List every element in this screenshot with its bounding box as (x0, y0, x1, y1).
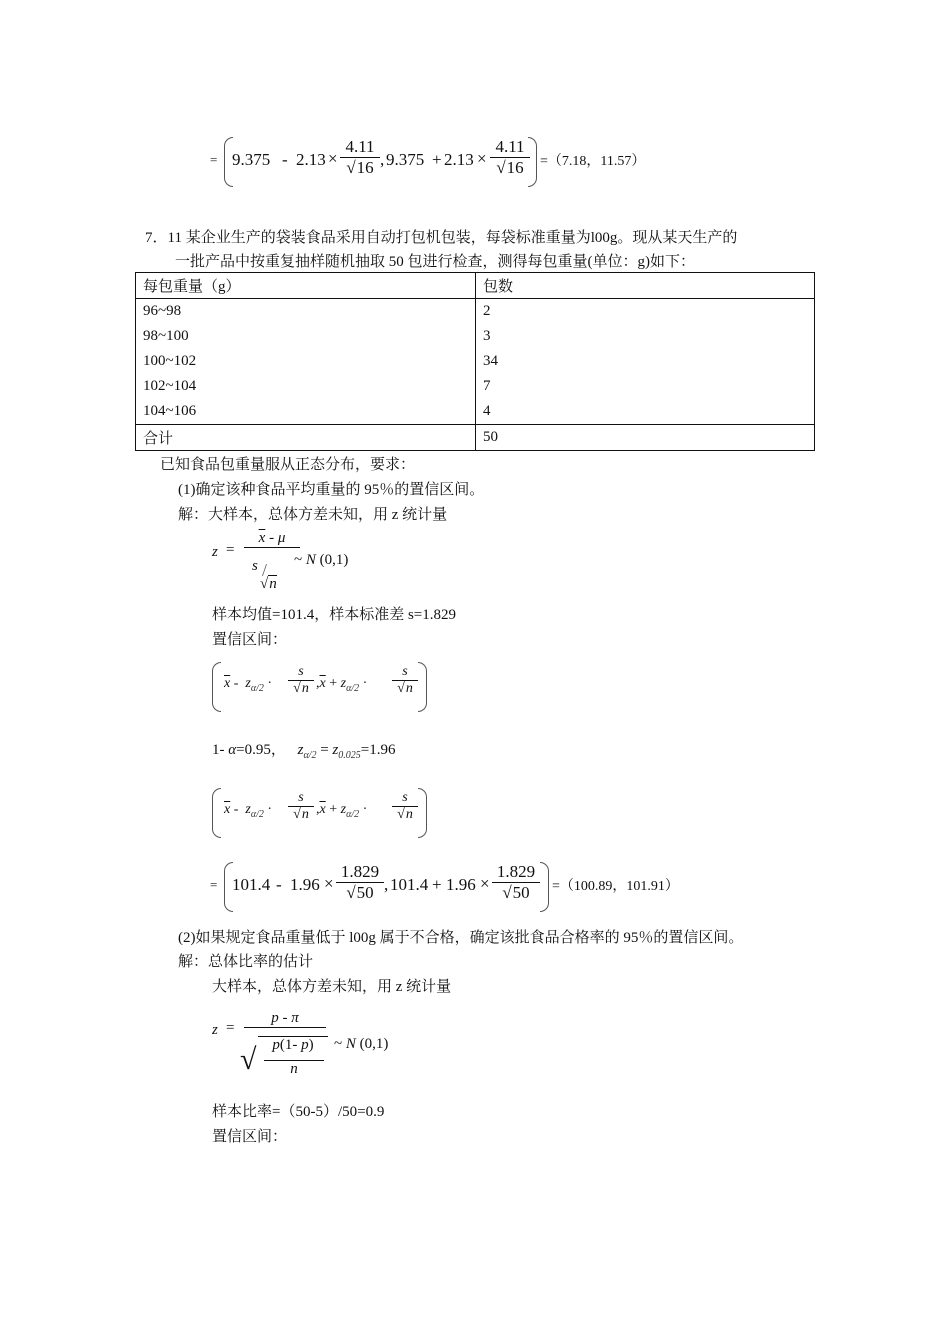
eq-a2: 9.375 (386, 150, 425, 169)
cell-weight: 100~102 (136, 349, 476, 374)
weight-table (135, 272, 815, 451)
alpha-line: 1- α=0.95， $z_{\alpha/2} = z_{0.025}=1.96$ (212, 742, 396, 761)
z-value: =1.96 (360, 742, 396, 758)
dist: ~ N (0,1) (294, 552, 349, 568)
eq-times: × (324, 874, 334, 893)
eq-sign: = (210, 152, 218, 167)
slash: / (262, 560, 268, 580)
cell-count: 34 (476, 349, 815, 374)
known-text: 已知食品包重量服从正态分布，要求： (160, 457, 416, 473)
cell-weight: 98~100 (136, 324, 476, 349)
eq-b2: 1.96 (446, 875, 476, 894)
problem-line-1: 7．11 某企业生产的袋装食品采用自动打包机包装，每袋标准重量为l00g。现从某天生产的 (145, 230, 738, 246)
eq-a2: 101.4 (390, 875, 429, 894)
sqrt-n: √n (260, 576, 277, 592)
table-row (136, 374, 815, 399)
sqrt-value: 50 (356, 883, 374, 902)
fraction-numerator: 4.11 (490, 137, 530, 158)
eq-b: 2.13 (296, 150, 326, 169)
sqrt-value: 16 (506, 158, 524, 177)
table-row (136, 399, 815, 425)
sqrt-value: 16 (356, 158, 374, 177)
fraction-denominator: √16 (346, 158, 374, 177)
eq-times2: × (480, 874, 490, 893)
question-2: (2)如果规定食品重量低于 l00g 属于不合格，确定该批食品合格率的 95％的置信区间。 (178, 930, 744, 946)
numerator: $\overline{x}$ - μ (244, 530, 300, 548)
sample-stats: 样本均值=101.4，样本标准差 s=1.829 (212, 607, 457, 623)
fraction-numerator: 1.829 (492, 862, 540, 883)
cell-total-value: 50 (476, 425, 815, 451)
eq-result: =（7.18，11.57） (540, 154, 646, 169)
fraction (340, 137, 380, 178)
sqrt-value: 50 (512, 883, 530, 902)
table-row (136, 349, 815, 374)
table-header-row (136, 273, 815, 299)
eq-plus: + (432, 150, 442, 169)
header-count: 包数 (476, 273, 815, 299)
table-total-row (136, 425, 815, 451)
eq-comma: , (384, 875, 389, 894)
fraction-numerator: 4.11 (340, 137, 380, 158)
eq-sign: = (210, 877, 218, 892)
eq-minus: - (276, 875, 282, 894)
problem-line-2: 一批产品中按重复抽样随机抽取 50 包进行检查，测得每包重量(单位：g)如下： (175, 254, 695, 270)
table-row (136, 299, 815, 325)
cell-count: 7 (476, 374, 815, 399)
cell-weight: 104~106 (136, 399, 476, 425)
cell-total-label: 合计 (136, 425, 476, 451)
solution-2-intro: 解：总体比率的估计 (178, 954, 314, 970)
alpha-value: =0.95， (236, 742, 286, 758)
sample-ratio: 样本比率=（50-5）/50=0.9 (212, 1104, 385, 1120)
cell-count: 2 (476, 299, 815, 325)
cell-weight: 102~104 (136, 374, 476, 399)
denominator: s (252, 558, 258, 574)
fraction-numerator: 1.829 (336, 862, 384, 883)
eq-a: 101.4 (232, 875, 271, 894)
eq-comma: , (380, 150, 385, 169)
eq-b: 1.96 (290, 875, 320, 894)
right-paren (528, 137, 537, 187)
header-weight: 每包重量（g） (136, 273, 476, 299)
table-row (136, 324, 815, 349)
eq-times: × (328, 149, 338, 168)
eq-minus: - (282, 150, 288, 169)
fraction-denominator: √16 (496, 158, 524, 177)
eq-sign: = (226, 542, 235, 558)
eq-result: =（100.89，101.91） (552, 879, 679, 894)
cell-count: 3 (476, 324, 815, 349)
cell-count: 4 (476, 399, 815, 425)
ci-label: 置信区间： (212, 632, 288, 648)
eq-plus: + (432, 875, 442, 894)
z-var: z (212, 544, 218, 560)
eq-b2: 2.13 (444, 150, 474, 169)
cell-weight: 96~98 (136, 299, 476, 325)
solution-1-intro: 解：大样本，总体方差未知，用 z 统计量 (178, 507, 448, 523)
ci-label-2: 置信区间： (212, 1129, 288, 1145)
question-1: (1)确定该种食品平均重量的 95％的置信区间。 (178, 482, 485, 498)
eq-a: 9.375 (232, 150, 271, 169)
eq-times2: × (477, 149, 487, 168)
solution-2-line: 大样本，总体方差未知，用 z 统计量 (212, 979, 452, 995)
fraction (490, 137, 530, 178)
